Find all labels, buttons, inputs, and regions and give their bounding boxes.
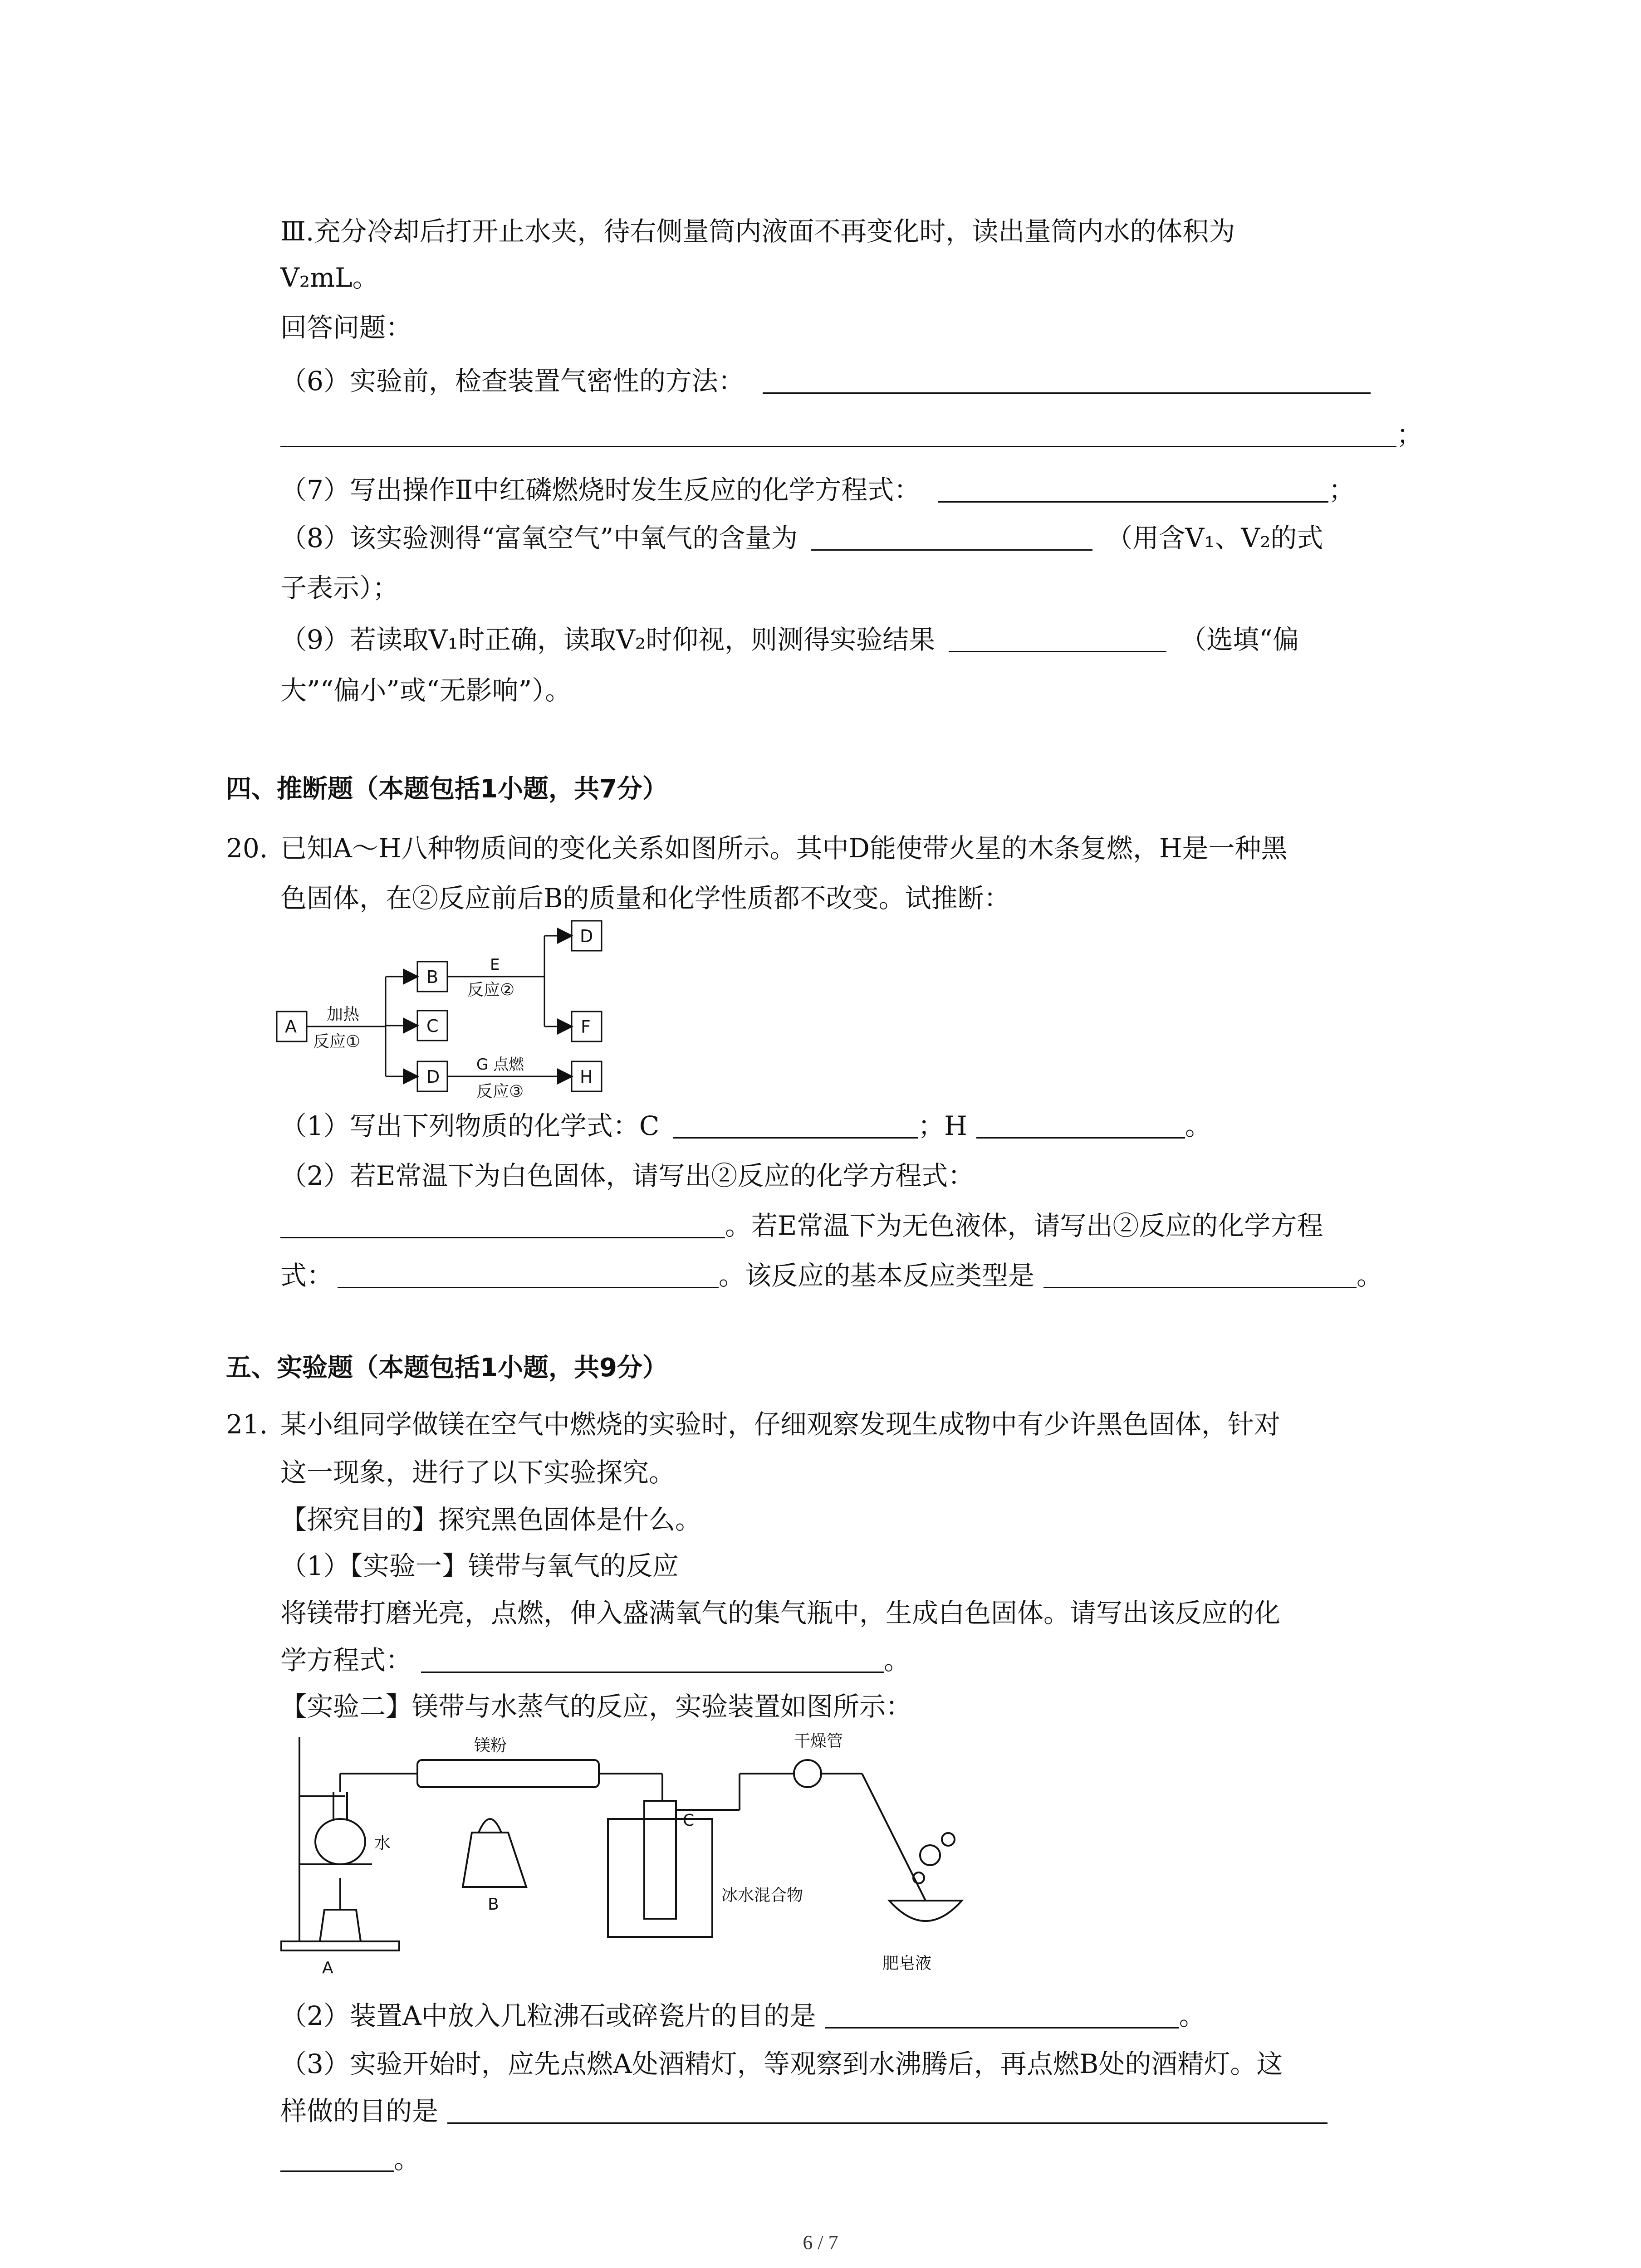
label-B: B bbox=[426, 967, 439, 987]
q9-text bbox=[280, 621, 1299, 658]
q20-2-line2-text: 。若E常温下为无色液体，请写出②反应的化学方程 bbox=[725, 1210, 1323, 1241]
q20-2: （2）若E常温下为白色固体，请写出②反应的化学方程式： bbox=[280, 1160, 975, 1191]
section5-heading: 五、实验题（本题包括1小题，共9分） bbox=[226, 1353, 668, 1383]
q8-text bbox=[280, 520, 1323, 556]
label-mg-powder: 镁粉 bbox=[474, 1736, 507, 1755]
q21-2-blank[interactable] bbox=[825, 1999, 1179, 2028]
label-apparatus-A: A bbox=[322, 1959, 333, 1977]
q21-2-end: 。 bbox=[1179, 2000, 1205, 2031]
q20-2-line3c: 。 bbox=[1357, 1260, 1383, 1291]
q8-label: （8）该实验测得“富氧空气”中氧气的含量为 bbox=[280, 523, 798, 553]
q9-tail: （选填“偏 bbox=[1180, 624, 1299, 655]
q20-1-label: （1）写出下列物质的化学式：C bbox=[280, 1110, 660, 1141]
q20-2-line3 bbox=[280, 1257, 1383, 1294]
q20-2-line3b: 。该反应的基本反应类型是 bbox=[719, 1260, 1035, 1291]
q20-2-blank2[interactable] bbox=[338, 1259, 719, 1288]
q8-tail: （用含V₁、V₂的式 bbox=[1106, 523, 1323, 553]
answer-prompt: 回答问题： bbox=[280, 312, 412, 343]
q21-3-line3 bbox=[280, 2141, 420, 2177]
bubble1 bbox=[920, 1845, 940, 1865]
q8-blank[interactable] bbox=[811, 521, 1092, 551]
q21-3: （3）实验开始时，应先点燃A处酒精灯，等观察到水沸腾后，再点燃B处的酒精灯。这 bbox=[280, 2048, 1283, 2079]
tube-B bbox=[417, 1760, 599, 1787]
q6-text bbox=[280, 363, 1371, 399]
bubble2 bbox=[942, 1833, 955, 1846]
q9-label: （9）若读取V₁时正确，读取V₂时仰视，则测得实验结果 bbox=[280, 624, 936, 655]
label-C: C bbox=[426, 1016, 439, 1036]
q7-text bbox=[280, 472, 1355, 508]
exp1-line3 bbox=[280, 1642, 910, 1678]
q21-3-end: 。 bbox=[394, 2144, 421, 2175]
exp2: 【实验二】镁带与水蒸气的反应，实验装置如图所示： bbox=[280, 1691, 912, 1722]
label-heat: 加热 bbox=[327, 1005, 360, 1024]
label-ice-water: 冰水混合物 bbox=[721, 1886, 803, 1905]
step3-line1: Ⅲ.充分冷却后打开止水夹，待右侧量筒内液面不再变化时，读出量筒内水的体积为 bbox=[280, 216, 1235, 247]
purpose: 【探究目的】探究黑色固体是什么。 bbox=[280, 1504, 702, 1535]
q20-1 bbox=[280, 1108, 1211, 1144]
label-r1: 反应① bbox=[313, 1032, 361, 1051]
reaction-diagram bbox=[272, 916, 617, 1107]
label-D2: D bbox=[580, 926, 593, 946]
exp1: （1）【实验一】镁带与氧气的反应 bbox=[280, 1550, 679, 1581]
q21-3-blank[interactable] bbox=[447, 2094, 1327, 2124]
q20-1-mid: ；H bbox=[918, 1110, 967, 1141]
label-r3: 反应③ bbox=[476, 1082, 524, 1101]
label-D1: D bbox=[426, 1067, 440, 1087]
q20-1-blank-C[interactable] bbox=[673, 1109, 918, 1139]
q21-number: 21. bbox=[226, 1409, 268, 1440]
q21-3-line2-label: 样做的目的是 bbox=[280, 2096, 439, 2126]
flask-A bbox=[315, 1819, 365, 1864]
q20-2-blank3[interactable] bbox=[1043, 1259, 1357, 1288]
q20-1-end: 。 bbox=[1185, 1110, 1211, 1141]
q21-2-label: （2）装置A中放入几粒沸石或碎瓷片的目的是 bbox=[280, 2000, 816, 2031]
label-apparatus-C: C bbox=[683, 1811, 695, 1830]
exp1-line3-end: 。 bbox=[884, 1645, 911, 1676]
label-F: F bbox=[581, 1017, 591, 1037]
q6-label: （6）实验前，检查装置气密性的方法： bbox=[280, 366, 745, 396]
label-apparatus-B: B bbox=[488, 1895, 499, 1914]
q20-line1: 已知A～H八种物质间的变化关系如图所示。其中D能使带火星的木条复燃，H是一种黑 bbox=[280, 833, 1288, 864]
lamp-B bbox=[463, 1833, 526, 1887]
exp1-line2: 将镁带打磨光亮，点燃，伸入盛满氧气的集气瓶中，生成白色固体。请写出该反应的化 bbox=[280, 1598, 1281, 1628]
label-water: 水 bbox=[374, 1834, 391, 1853]
q21-3-blank2[interactable] bbox=[280, 2142, 394, 2172]
page-number: 6 / 7 bbox=[803, 2231, 838, 2253]
label-A: A bbox=[285, 1017, 297, 1036]
label-soap: 肥皂液 bbox=[882, 1954, 932, 1973]
drying-tube bbox=[794, 1760, 821, 1787]
q20-1-blank-H[interactable] bbox=[976, 1109, 1185, 1139]
section4-heading: 四、推断题（本题包括1小题，共7分） bbox=[226, 774, 668, 804]
label-H: H bbox=[580, 1067, 593, 1087]
q7-blank[interactable] bbox=[938, 473, 1328, 503]
q21-2 bbox=[280, 1998, 1205, 2034]
q6-blank[interactable] bbox=[763, 364, 1371, 394]
q6-blank2[interactable] bbox=[280, 418, 1396, 447]
exp1-blank[interactable] bbox=[421, 1643, 884, 1673]
q20-line2: 色固体，在②反应前后B的质量和化学性质都不改变。试推断： bbox=[280, 883, 1010, 914]
q21-line2: 这一现象，进行了以下实验探究。 bbox=[280, 1457, 676, 1488]
q20-number: 20. bbox=[226, 833, 268, 864]
q21-line1: 某小组同学做镁在空气中燃烧的实验时，仔细观察发现生成物中有少许黑色固体，针对 bbox=[280, 1409, 1281, 1440]
soap-dish bbox=[889, 1901, 962, 1921]
q20-2-line2 bbox=[280, 1207, 1323, 1244]
q7-label: （7）写出操作Ⅱ中红磷燃烧时发生反应的化学方程式： bbox=[280, 474, 921, 505]
q6-end: ； bbox=[1396, 419, 1423, 450]
lamp-A bbox=[320, 1910, 361, 1941]
label-r2: 反应② bbox=[467, 981, 515, 999]
q9-line2: 大”“偏小”或“无影响”）。 bbox=[280, 675, 572, 706]
label-E: E bbox=[490, 956, 500, 974]
label-drying-tube: 干燥管 bbox=[794, 1732, 843, 1750]
q9-blank[interactable] bbox=[949, 623, 1166, 652]
step3-line2: V₂mL。 bbox=[280, 262, 379, 293]
exp1-line3-label: 学方程式： bbox=[280, 1645, 412, 1676]
q6-line2 bbox=[280, 416, 1423, 453]
q20-2-blank1[interactable] bbox=[280, 1209, 725, 1238]
q21-3-line2 bbox=[280, 2093, 1327, 2129]
q7-end: ； bbox=[1328, 474, 1355, 505]
q8-line2: 子表示）； bbox=[280, 572, 399, 603]
apparatus-diagram bbox=[272, 1728, 980, 1982]
q20-2-line3a: 式： bbox=[280, 1260, 333, 1291]
stand-base bbox=[281, 1941, 399, 1950]
label-G-ignite: G 点燃 bbox=[476, 1056, 524, 1074]
